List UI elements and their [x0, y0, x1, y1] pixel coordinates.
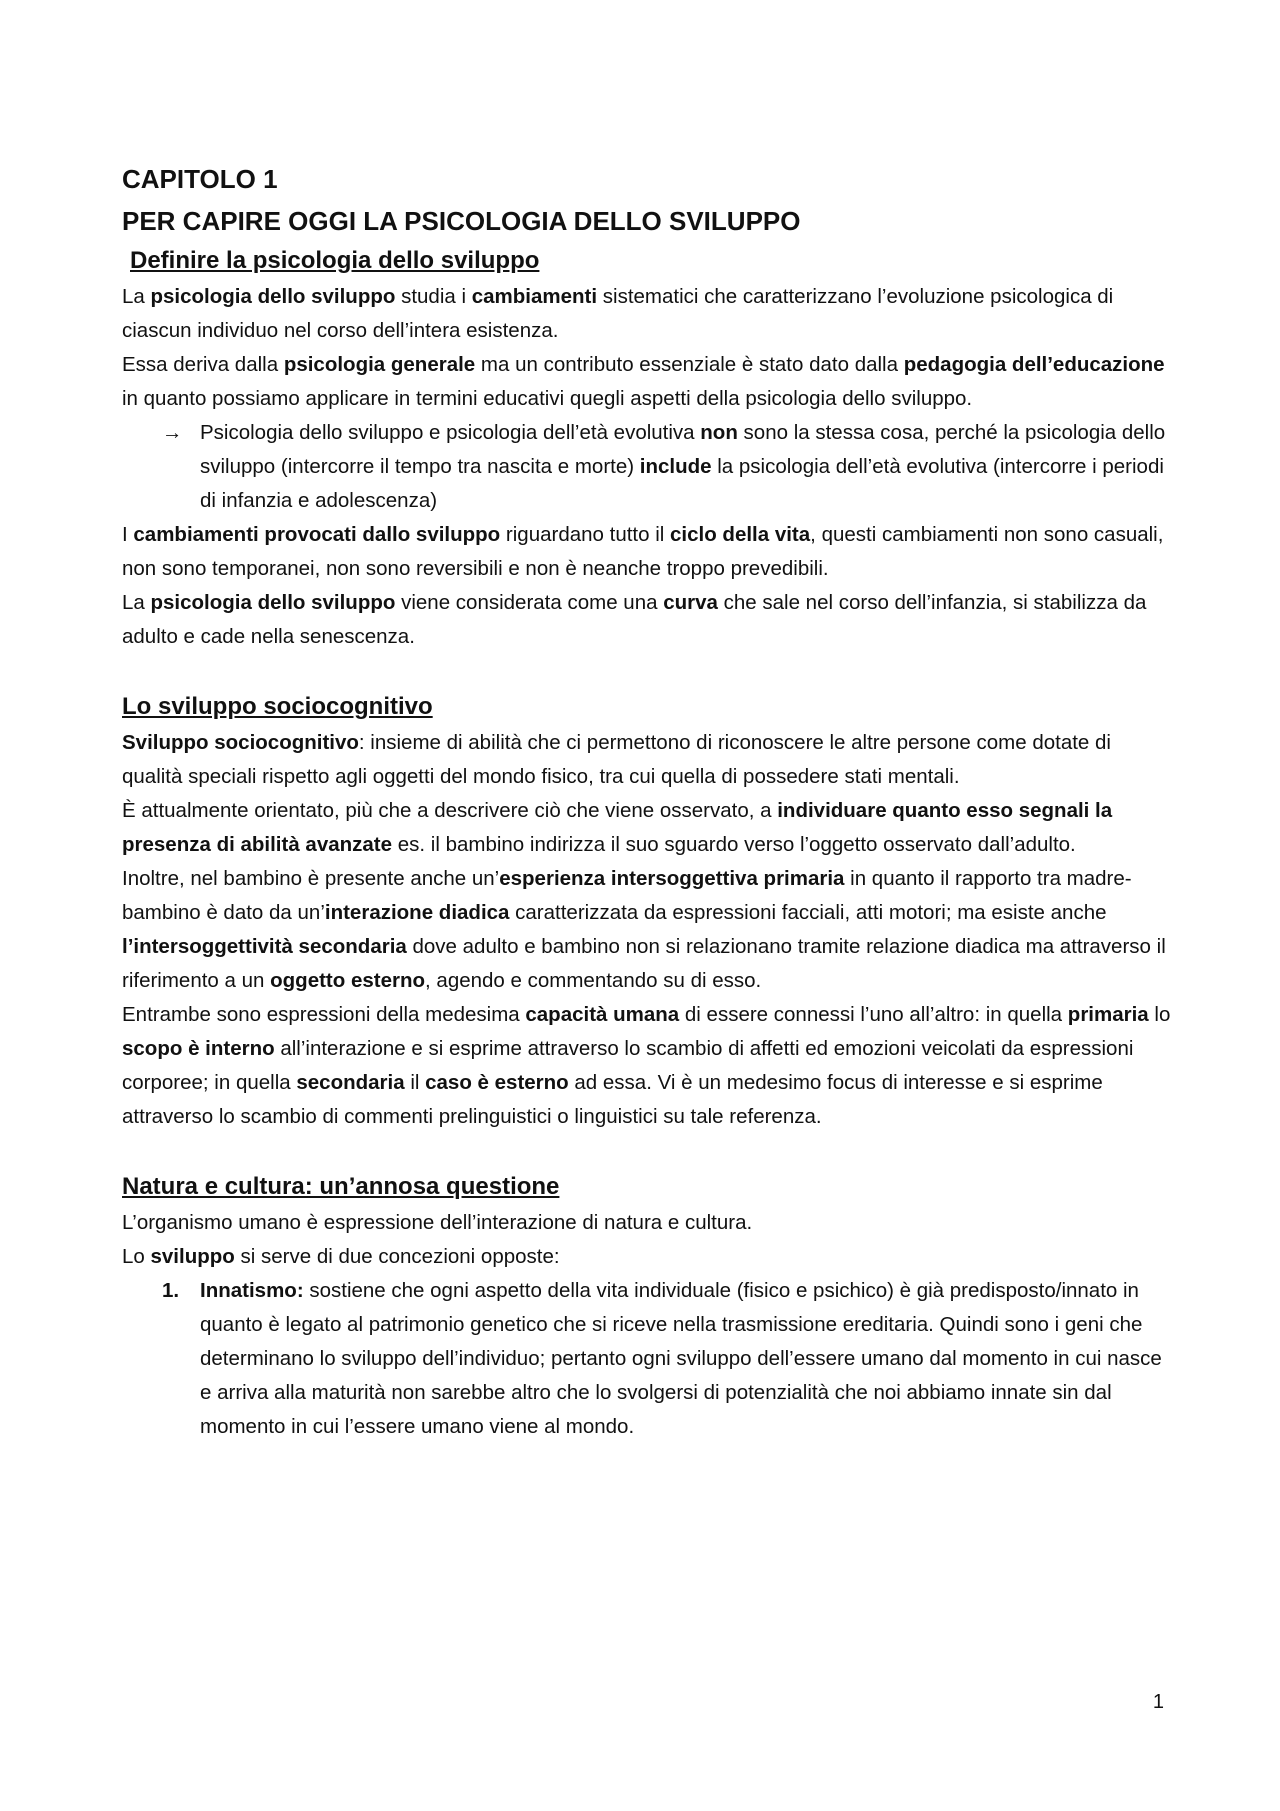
text-run: di essere connessi l’uno all’altro: in quella [679, 1003, 1068, 1026]
spacer [122, 654, 1172, 688]
arrow-right-icon: → [162, 421, 183, 444]
text-run: sistematici che caratterizzano l’evoluzione psicologica di ciascun individuo nel corso dell’intera esistenza. [122, 285, 1114, 342]
paragraph [122, 998, 1172, 1134]
text-run: che sale nel corso dell’infanzia, si stabilizza da adulto e cade nella senescenza. [122, 591, 1147, 648]
text-run: Entrambe sono espressioni della medesima [122, 1003, 526, 1026]
list-number: 1. [162, 1279, 180, 1302]
text-run: Lo [122, 1245, 151, 1268]
text-run: il [404, 1071, 426, 1094]
text-run: sostiene che ogni aspetto della vita individuale (fisico e psichico) è già predisposto/innato in quanto è legato al patrimonio genetico che si riceve nella trasmissione ereditaria. Quindi sono i geni che determinano lo sviluppo dell’individuo; pertanto ogni sviluppo dell’essere umano dal momento in cui nasce e arriva alla maturità non sarebbe altro che lo svolgersi di potenzialità che noi abbiamo innate sin dal momento in cui l’essere umano viene al mondo. [200, 1279, 1162, 1438]
bold-text: cambiamenti [471, 285, 598, 308]
text-run: La [122, 591, 151, 614]
bold-text: scopo è interno [122, 1037, 275, 1060]
paragraph [122, 1206, 1172, 1240]
text-run: si serve di due concezioni opposte: [234, 1245, 560, 1268]
bold-text: capacità umana [525, 1003, 680, 1026]
text-run: : insieme di abilità che ci permettono di riconoscere le altre persone come dotate di qualità speciali rispetto agli oggetti del mondo fisico, tra cui quella di possedere stati mentali. [122, 731, 1111, 788]
chapter-title: PER CAPIRE OGGI LA PSICOLOGIA DELLO SVILUPPO [122, 206, 801, 236]
bold-text: esperienza intersoggettiva primaria [499, 867, 845, 890]
bold-text: pedagogia dell’educazione [903, 353, 1165, 376]
text-run: dove adulto e bambino non si relazionano tramite relazione diadica ma attraverso il riferimento a un [122, 935, 1166, 992]
text-run: caratterizzata da espressioni facciali, atti motori; ma esiste anche [509, 901, 1107, 924]
text-run: studia i [395, 285, 472, 308]
bold-text: secondaria [296, 1071, 405, 1094]
paragraph [122, 280, 1172, 348]
section-heading-natura-cultura: Natura e cultura: un’annosa questione [122, 1173, 560, 1200]
arrow-list-item [122, 416, 1172, 518]
text-run: lo [1148, 1003, 1171, 1026]
text-run: Psicologia dello sviluppo e psicologia dell’età evolutiva [200, 421, 701, 444]
text-run: ad essa. Vi è un medesimo focus di interesse e si esprime attraverso lo scambio di commenti prelinguistici o linguistici su tale referenza. [122, 1071, 1103, 1128]
spacer [122, 1134, 1172, 1168]
text-run: È attualmente orientato, più che a descrivere ciò che viene osservato, a [122, 799, 778, 822]
bold-text: Sviluppo sociocognitivo [122, 731, 359, 754]
text-run: Essa deriva dalla [122, 353, 284, 376]
arrow-item-text [200, 421, 1165, 512]
paragraph [122, 348, 1172, 416]
bold-text: psicologia dello sviluppo [150, 591, 396, 614]
text-run: riguardano tutto il [500, 523, 671, 546]
bold-text: curva [663, 591, 718, 614]
text-run: viene considerata come una [395, 591, 664, 614]
bold-text: non [700, 421, 738, 444]
bold-text: psicologia generale [283, 353, 476, 376]
paragraph [122, 518, 1172, 586]
bold-text: oggetto esterno [270, 969, 426, 992]
text-run: , agendo e commentando su di esso. [425, 969, 762, 992]
bold-text: individuare quanto esso segnali la presenza di abilità avanzate [122, 799, 1113, 856]
bold-text: interazione diadica [324, 901, 510, 924]
text-run: la psicologia dell’età evolutiva (intercorre i periodi di infanzia e adolescenza) [200, 455, 1164, 512]
text-run: La [122, 285, 151, 308]
bold-text: caso è esterno [425, 1071, 569, 1094]
paragraph [122, 586, 1172, 654]
page-content [122, 158, 1172, 1444]
text-run: I [122, 523, 134, 546]
bold-text: ciclo della vita [670, 523, 811, 546]
section-heading-sociocognitivo: Lo sviluppo sociocognitivo [122, 693, 433, 720]
text-run: in quanto possiamo applicare in termini educativi quegli aspetti della psicologia dello sviluppo. [122, 387, 973, 410]
bold-text: sviluppo [150, 1245, 235, 1268]
numbered-list-item [122, 1274, 1172, 1444]
text-run: ma un contributo essenziale è stato dato dalla [475, 353, 904, 376]
chapter-number: CAPITOLO 1 [122, 164, 278, 194]
page-number: 1 [1152, 1691, 1164, 1713]
bold-text: psicologia dello sviluppo [150, 285, 396, 308]
paragraph [122, 862, 1172, 998]
bold-text: cambiamenti provocati dallo sviluppo [133, 523, 501, 546]
text-run: sono la stessa cosa, perché la psicologia dello sviluppo (intercorre il tempo tra nascita e morte) [200, 421, 1166, 478]
text-run: in quanto il rapporto tra madre-bambino è dato da un’ [122, 867, 1132, 924]
numbered-item-text [200, 1279, 1162, 1438]
text-run: all’interazione e si esprime attraverso lo scambio di affetti ed emozioni veicolati da espressioni corporee; in quella [122, 1037, 1134, 1094]
text-run: Inoltre, nel bambino è presente anche un’ [122, 867, 500, 890]
bold-text: primaria [1067, 1003, 1149, 1026]
text-run: , questi cambiamenti non sono casuali, non sono temporanei, non sono reversibili e non è neanche troppo prevedibili. [122, 523, 1164, 580]
bold-text: include [639, 455, 712, 478]
text-run: L’organismo umano è espressione dell’interazione di natura e cultura. [122, 1211, 753, 1234]
paragraph [122, 1240, 1172, 1274]
paragraph [122, 726, 1172, 794]
bold-text: Innatismo: [200, 1279, 304, 1302]
bold-text: l’intersoggettività secondaria [122, 935, 407, 958]
paragraph [122, 794, 1172, 862]
text-run: es. il bambino indirizza il suo sguardo verso l’oggetto osservato dall’adulto. [392, 833, 1076, 856]
section-heading-definire: Definire la psicologia dello sviluppo [130, 247, 540, 274]
